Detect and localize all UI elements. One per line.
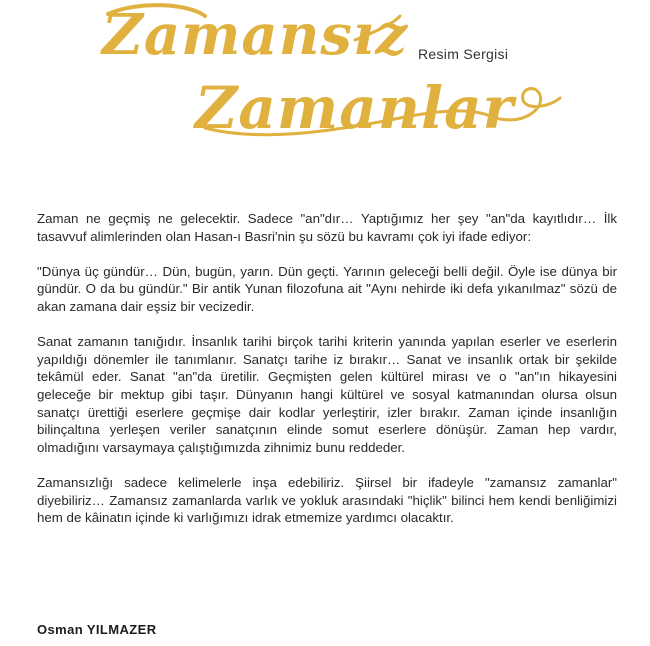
article-body xyxy=(37,210,617,544)
paragraph: Zaman ne geçmiş ne gelecektir. Sadece "an"dır… Yaptığımız her şey "an"da kayıtlıdır… İlk tasavvuf alimlerinden olan Hasan-ı Basri'nin şu sözü bu kavramı çok iyi ifade ediyor: xyxy=(37,211,617,244)
paragraph: "Dünya üç gündür… Dün, bugün, yarın. Dün geçti. Yarının geleceği belli değil. Öyle ise dünya bir gündür. O da bu gündür." Bir antik Yunan filozofuna ait "Aynı nehirde iki defa yıkanılmaz" sözü de akan zamana dair eşsiz bir vecizedir. xyxy=(37,263,617,314)
subtitle: Resim Sergisi xyxy=(418,46,509,62)
title-line-2: Zamanlar xyxy=(195,74,515,142)
title-art xyxy=(0,0,650,150)
author-name: Osman YILMAZER xyxy=(37,622,157,637)
paragraph: Zamansızlığı sadece kelimelerle inşa edebiliriz. Şiirsel bir ifadeyle "zamansız zamanlar" diyebiliriz… Zamansız zamanlarda varlık ve yokluk arasındaki "hiçlik" bilinci hem kendi benliğimizi hem de kâinatın içinde ki varlığımızı idrak etmemize yardımcı olacaktır. xyxy=(37,474,617,526)
title-line-1: Zamansız xyxy=(102,2,409,68)
paragraph: Sanat zamanın tanığıdır. İnsanlık tarihi birçok tarihi kriterin yanında yapılan eserler ve eserlerin yapıldığı dönemler ile tanımlanır. Sanatçı tarihe iz bırakır… Sanat ve insanlık ortak bir şekilde tekâmül eder. Sanat "an"da üretilir. Geçmişten gelen kültürel mirası ve o "an"ın hikayesini geleceğe bir mektup gibi taşır. Dünyanın hangi kültürel ve sosyal katmanından olursa olsun sanatçı ürettiği eserlere geçmişe dair kodlar yerleştirir, izler bırakır. Zaman içinde insanlığın bilinçaltına yerleşen veriler sanatçının elinde somut eserlere dönüşür. Zaman hep vardır, olmadığını varsaymaya çalıştığımızda zihnimiz bunu reddeder. xyxy=(37,334,617,455)
